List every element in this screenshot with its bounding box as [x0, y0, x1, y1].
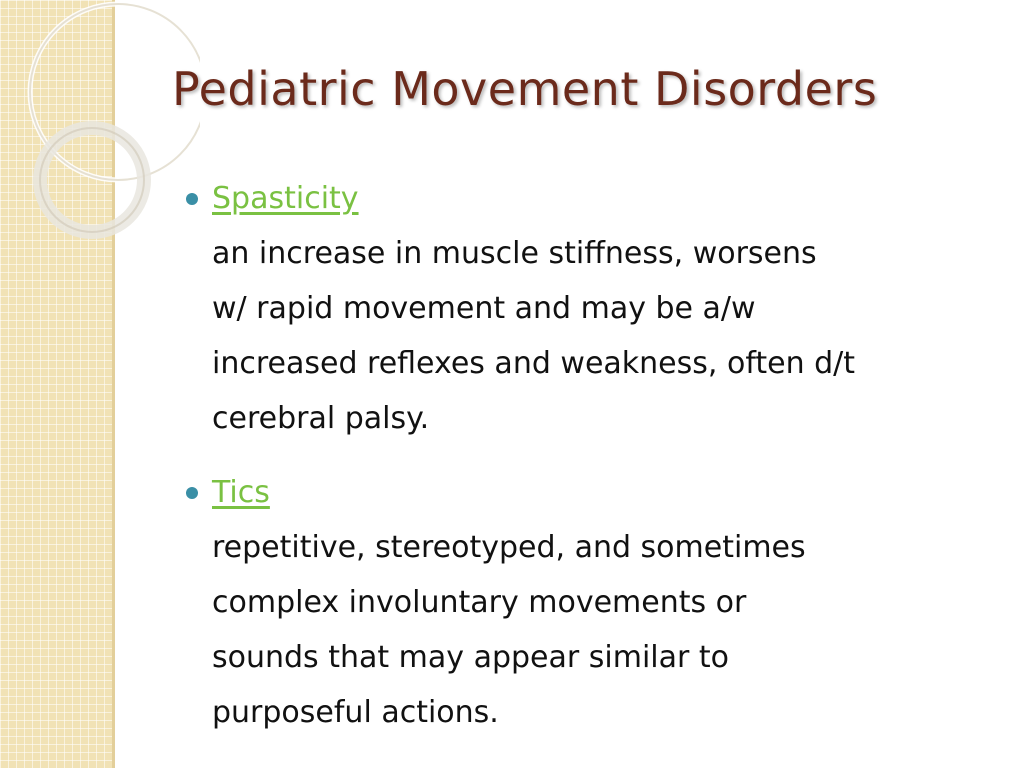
spasticity-link[interactable]: Spasticity	[212, 181, 359, 216]
tics-definition	[212, 520, 1002, 740]
definition-line: sounds that may appear similar to	[212, 640, 729, 675]
list-item-tics	[182, 466, 1002, 740]
definition-line: increased reflexes and weakness, often d/t	[212, 346, 856, 381]
tics-link[interactable]: Tics	[212, 475, 270, 510]
definition-line: an increase in muscle stiffness, worsens	[212, 236, 817, 271]
bullet-list	[182, 172, 1002, 760]
spasticity-definition	[212, 226, 1002, 446]
definition-line: complex involuntary movements or	[212, 585, 747, 620]
decorative-rings	[0, 0, 200, 260]
page-title: Pediatric Movement Disorders	[172, 62, 878, 116]
definition-line: cerebral palsy.	[212, 401, 430, 436]
bullet-icon	[186, 487, 198, 499]
list-item-spasticity	[182, 172, 1002, 446]
definition-line: w/ rapid movement and may be a/w	[212, 291, 756, 326]
definition-line: repetitive, stereotyped, and sometimes	[212, 530, 806, 565]
bullet-icon	[186, 193, 198, 205]
definition-line: purposeful actions.	[212, 695, 499, 730]
